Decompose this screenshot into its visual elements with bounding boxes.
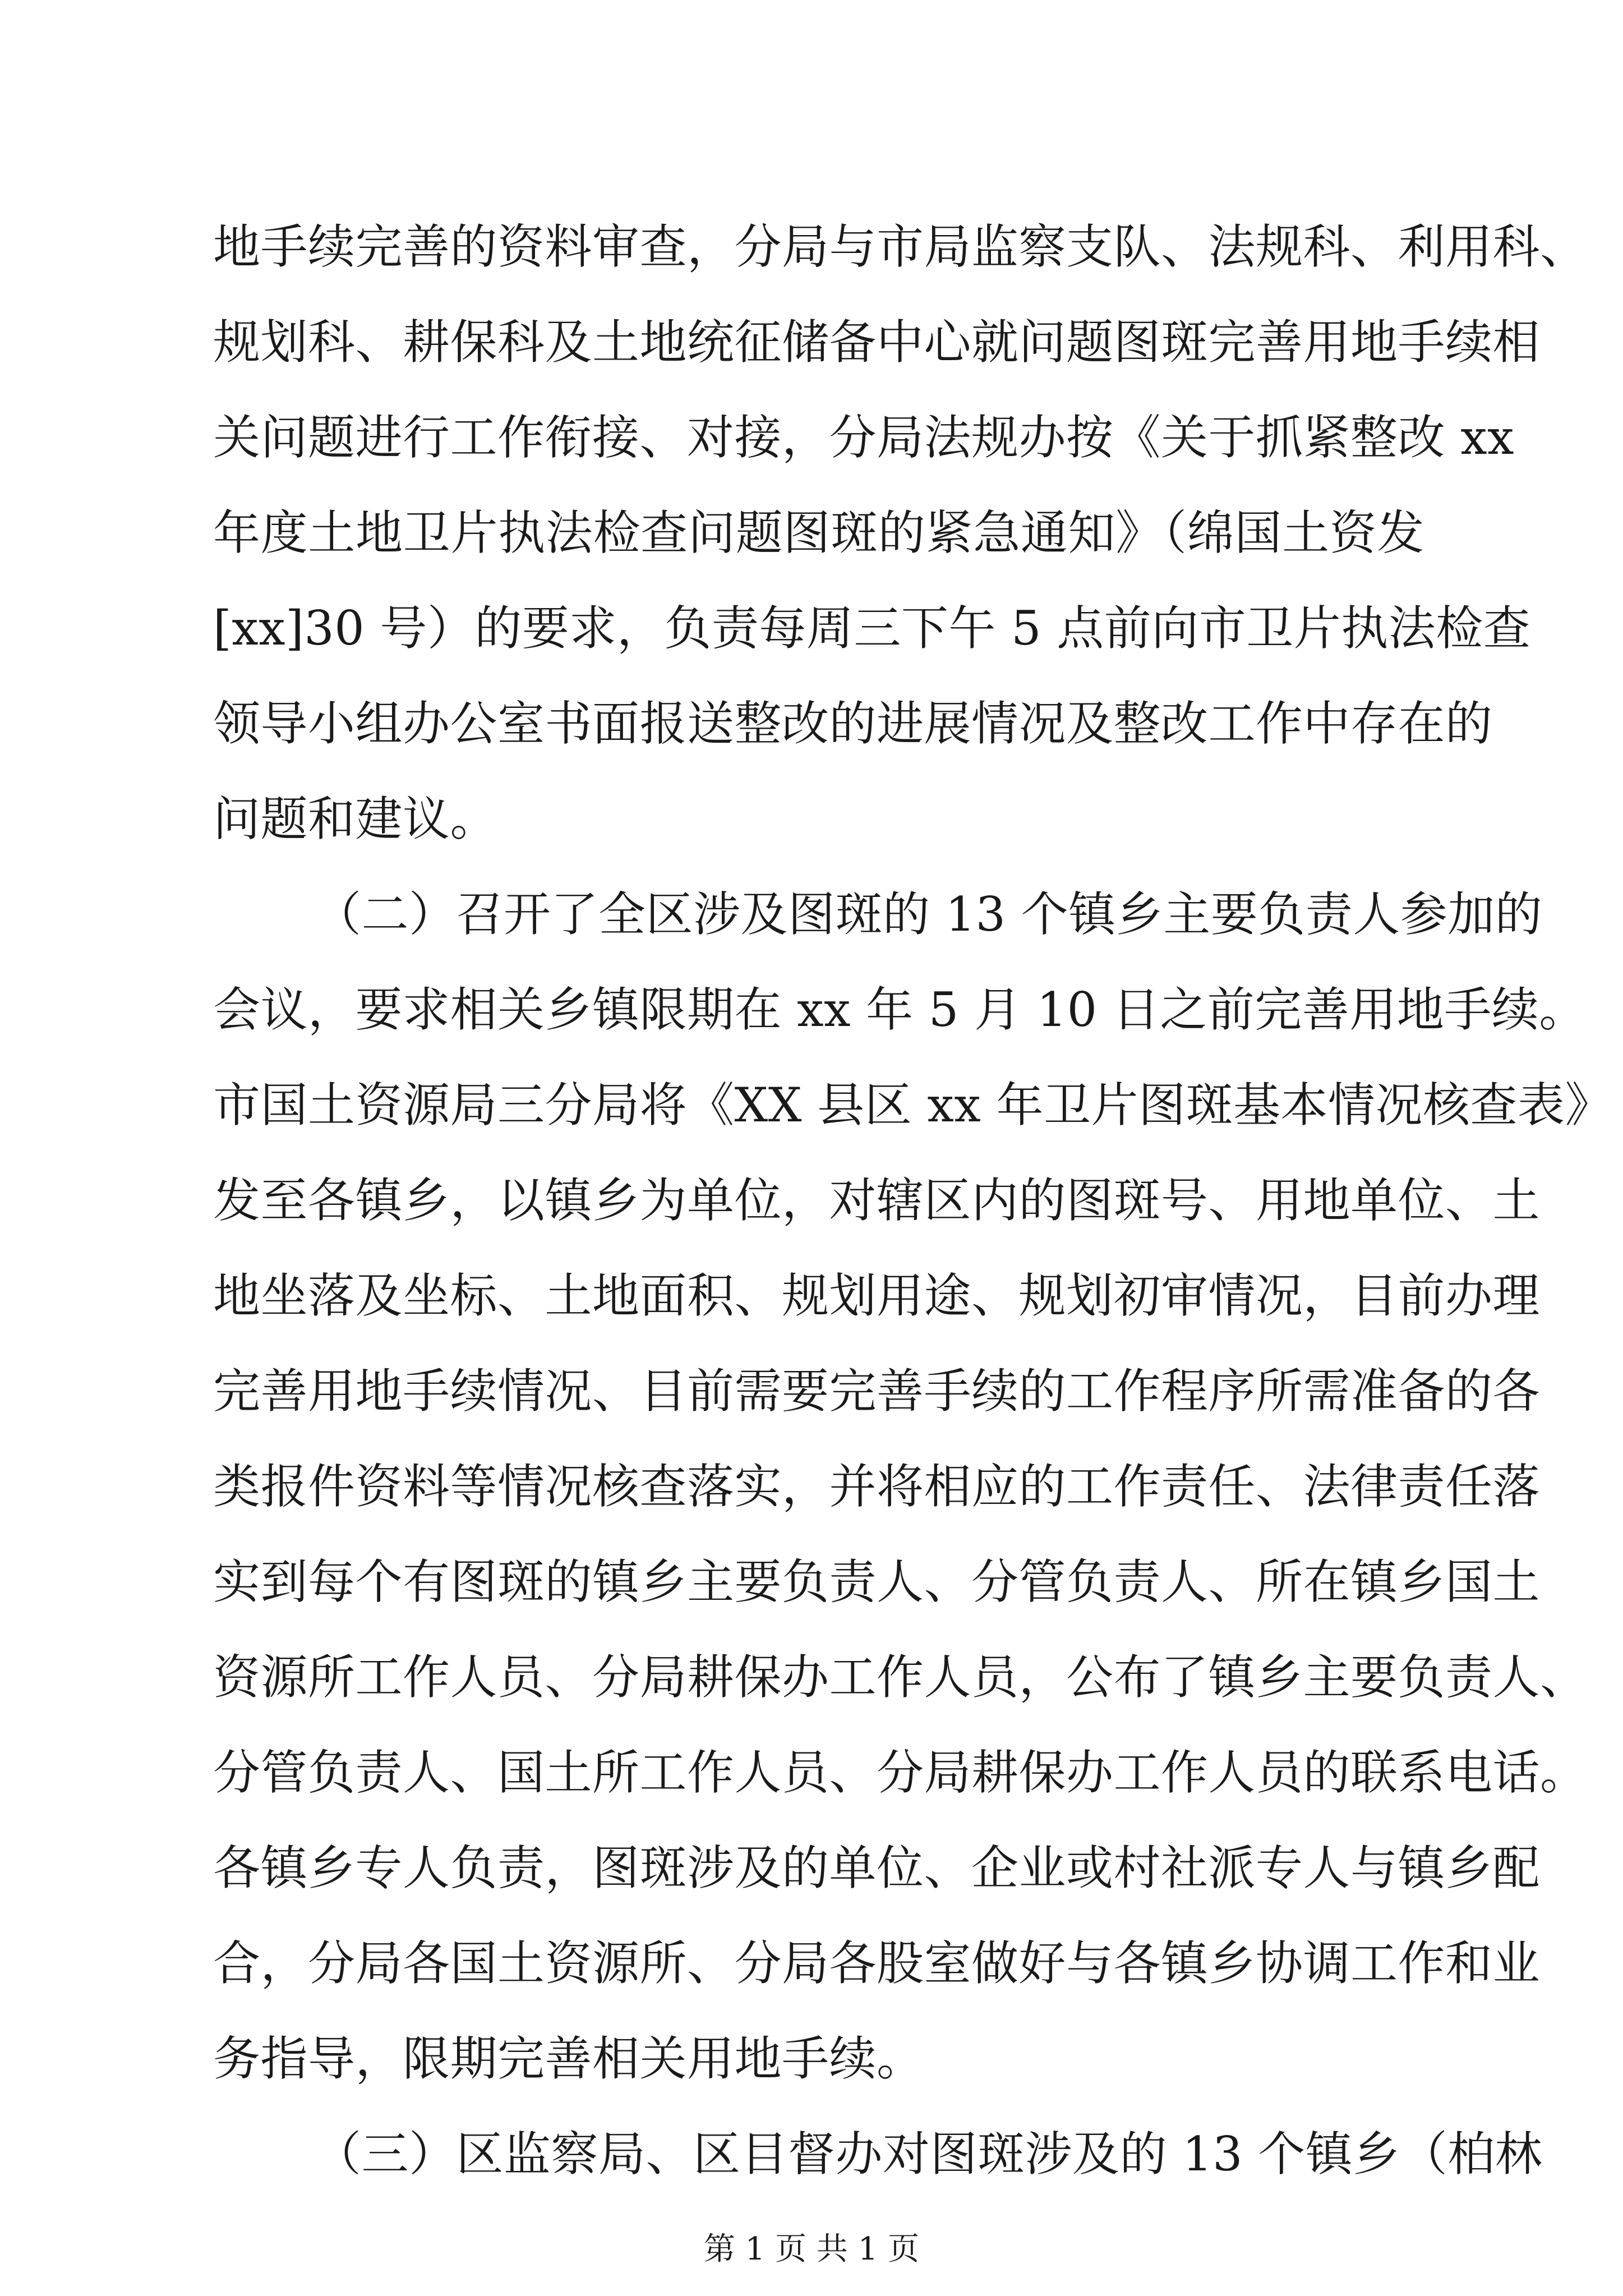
body-line-4: 年度土地卫片执法检查问题图斑的紧急通知》（绵国土资发 <box>213 505 1424 560</box>
body-line-17: 分管负责人、国土所工作人员、分局耕保办工作人员的联系电话。 <box>213 1745 1588 1800</box>
body-line-13: 完善用地手续情况、目前需要完善手续的工作程序所需准备的各 <box>213 1364 1541 1419</box>
body-line-12: 地坐落及坐标、土地面积、规划用途、规划初审情况，目前办理 <box>213 1268 1541 1323</box>
body-line-6: 领导小组办公室书面报送整改的进展情况及整改工作中存在的 <box>213 696 1493 751</box>
body-line-1: 地手续完善的资料审查，分局与市局监察支队、法规科、利用科、 <box>213 219 1588 274</box>
body-line-8: （二）召开了全区涉及图斑的 13 个镇乡主要负责人参加的 <box>314 887 1543 942</box>
body-line-2: 规划科、耕保科及土地统征储备中心就问题图斑完善用地手续相 <box>213 315 1541 370</box>
body-line-20: 务指导，限期完善相关用地手续。 <box>213 2031 924 2086</box>
body-line-11: 发至各镇乡，以镇乡为单位，对辖区内的图斑号、用地单位、土 <box>213 1173 1541 1228</box>
body-line-19: 合，分局各国土资源所、分局各股室做好与各镇乡协调工作和业 <box>213 1936 1541 1991</box>
body-line-16: 资源所工作人员、分局耕保办工作人员，公布了镇乡主要负责人、 <box>213 1650 1588 1705</box>
body-line-14: 类报件资料等情况核查落实，并将相应的工作责任、法律责任落 <box>213 1459 1541 1514</box>
body-line-21: （三）区监察局、区目督办对图斑涉及的 13 个镇乡（柏林 <box>314 2127 1543 2182</box>
body-line-18: 各镇乡专人负责，图斑涉及的单位、企业或村社派专人与镇乡配 <box>213 1841 1541 1895</box>
body-line-15: 实到每个有图斑的镇乡主要负责人、分管负责人、所在镇乡国土 <box>213 1554 1541 1609</box>
body-line-10: 市国土资源局三分局将《XX 县区 xx 年卫片图斑基本情况核查表》 <box>213 1078 1612 1133</box>
body-line-5: [xx]30 号）的要求，负责每周三下午 5 点前向市卫片执法检查 <box>213 601 1531 656</box>
body-line-9: 会议，要求相关乡镇限期在 xx 年 5 月 10 日之前完善用地手续。 <box>213 982 1587 1037</box>
page-number-footer: 第 1 页 共 1 页 <box>703 2231 920 2267</box>
body-line-7: 问题和建议。 <box>213 792 498 846</box>
body-line-3: 关问题进行工作衔接、对接，分局法规办按《关于抓紧整改 xx <box>213 410 1514 465</box>
